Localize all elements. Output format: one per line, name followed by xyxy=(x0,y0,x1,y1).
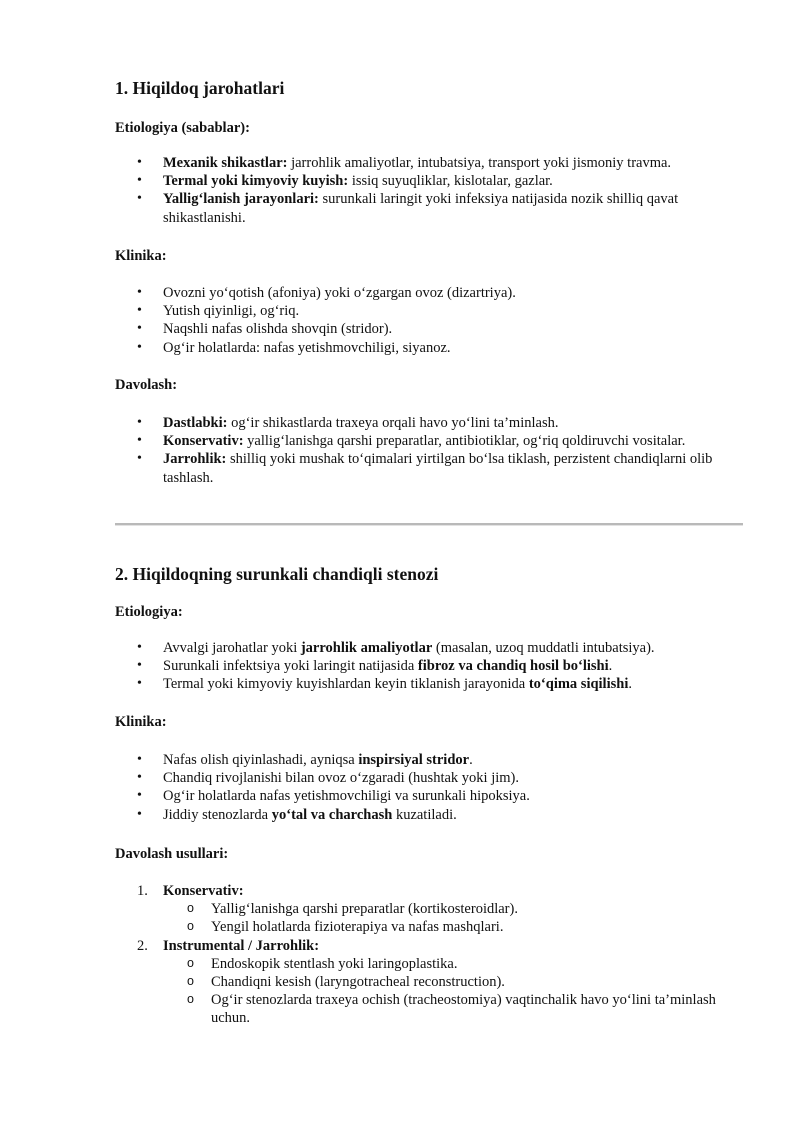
list-item: • Ovozni yo‘qotish (afoniya) yoki o‘zgargan ovoz (dizartriya). xyxy=(137,284,747,302)
section-2-etiology-heading: Etiologiya: xyxy=(115,604,183,620)
section-1-title: 1. Hiqildoq jarohatlari xyxy=(115,78,285,98)
list-item: • Jiddiy stenozlarda yo‘tal va charchash kuzatiladi. xyxy=(137,806,747,824)
section-1-etiology-list xyxy=(137,154,747,227)
section-1-clinic-heading: Klinika: xyxy=(115,248,167,264)
sub-list xyxy=(187,955,727,1028)
list-item: • Surunkali infektsiya yoki laringit natijasida fibroz va chandiq hosil bo‘lishi. xyxy=(137,657,747,675)
list-item xyxy=(137,937,747,1028)
method-title: Konservativ: xyxy=(163,883,244,899)
method-title: Instrumental / Jarrohlik: xyxy=(163,937,320,954)
list-item xyxy=(137,882,747,937)
section-1-treatment-heading: Davolash: xyxy=(115,377,178,393)
list-item: • Og‘ir holatlarda: nafas yetishmovchiligi, siyanoz. xyxy=(137,339,747,357)
list-item: • Nafas olish qiyinlashadi, ayniqsa inspirsiyal stridor. xyxy=(137,751,747,769)
list-item: • Termal yoki kimyoviy kuyish: issiq suyuqliklar, kislotalar, gazlar. xyxy=(137,172,747,190)
section-2-clinic-list xyxy=(137,751,747,824)
section-2-methods-heading: Davolash usullari: xyxy=(115,846,229,862)
list-number: 1. xyxy=(137,883,148,899)
list-item: • Mexanik shikastlar: jarrohlik amaliyotlar, intubatsiya, transport yoki jismoniy travma. xyxy=(137,154,747,172)
list-item: • Jarrohlik: shilliq yoki mushak to‘qimalari yirtilgan bo‘lsa tiklash, perzistent chandiqlarni olib tashlash. xyxy=(137,450,747,486)
list-item: • Yallig‘lanish jarayonlari: surunkali laringit yoki infeksiya natijasida nozik shilliq qavat shikastlanishi. xyxy=(137,190,747,226)
list-item: • Chandiq rivojlanishi bilan ovoz o‘zgaradi (hushtak yoki jim). xyxy=(137,769,747,787)
sub-list-item: o Endoskopik stentlash yoki laringoplastika. xyxy=(187,955,727,973)
list-item: • Og‘ir holatlarda nafas yetishmovchiligi va surunkali hipoksiya. xyxy=(137,787,747,805)
section-2-clinic-heading: Klinika: xyxy=(115,714,167,730)
section-1-etiology-heading: Etiologiya (sabablar): xyxy=(115,120,250,136)
list-item: • Termal yoki kimyoviy kuyishlardan keyin tiklanish jarayonida to‘qima siqilishi. xyxy=(137,675,747,693)
section-2-title: 2. Hiqildoqning surunkali chandiqli stenozi xyxy=(115,564,439,584)
list-item: • Avvalgi jarohatlar yoki jarrohlik amaliyotlar (masalan, uzoq muddatli intubatsiya). xyxy=(137,639,747,657)
section-1-clinic-list xyxy=(137,284,747,357)
section-2-etiology-list xyxy=(137,639,747,694)
list-item: • Naqshli nafas olishda shovqin (stridor). xyxy=(137,320,747,338)
sub-list xyxy=(187,900,727,936)
list-item: • Konservativ: yallig‘lanishga qarshi preparatlar, antibiotiklar, og‘riq qoldiruvchi vositalar. xyxy=(137,432,747,450)
sub-list-item: o Chandiqni kesish (laryngotracheal reconstruction). xyxy=(187,973,727,991)
horizontal-divider xyxy=(115,523,743,526)
list-number: 2. xyxy=(137,937,148,954)
list-item: • Dastlabki: og‘ir shikastlarda traxeya orqali havo yo‘lini ta’minlash. xyxy=(137,414,747,432)
sub-list-item: o Yengil holatlarda fizioterapiya va nafas mashqlari. xyxy=(187,918,727,936)
section-1-treatment-list xyxy=(137,414,747,487)
section-2-methods-list xyxy=(137,882,747,1028)
sub-list-item: o Og‘ir stenozlarda traxeya ochish (tracheostomiya) vaqtinchalik havo yo‘lini ta’minlash uchun. xyxy=(187,991,727,1027)
sub-list-item: o Yallig‘lanishga qarshi preparatlar (kortikosteroidlar). xyxy=(187,900,727,918)
list-item: • Yutish qiyinligi, og‘riq. xyxy=(137,302,747,320)
